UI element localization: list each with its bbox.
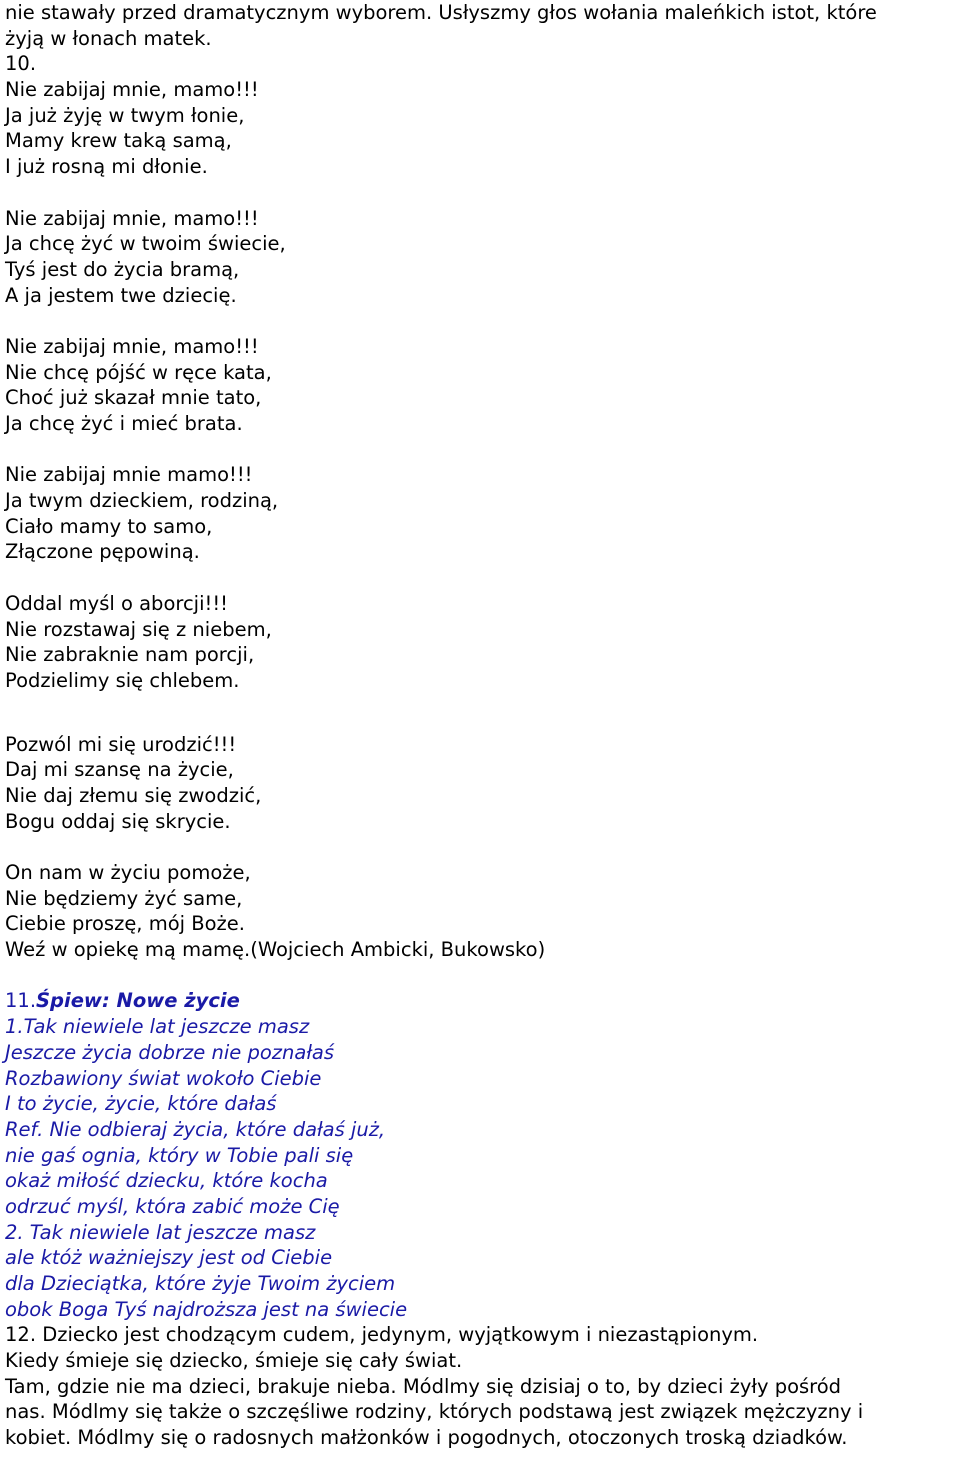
poem-stanza: [5, 334, 955, 437]
poem-line: Ja twym dzieckiem, rodziną,: [5, 489, 279, 513]
poem-line: Choć już skazał mnie tato,: [5, 386, 262, 410]
poem-line: Oddal myśl o aborcji!!!: [5, 591, 228, 615]
poem-line: Daj mi szansę na życie,: [5, 758, 234, 782]
closing-line: kobiet. Módlmy się o radosnych małżonków i pogodnych, otoczonych troską dziadków.: [5, 1426, 848, 1450]
poem-line: Nie daj złemu się zwodzić,: [5, 783, 262, 807]
document-page: [5, 0, 955, 1451]
poem-line: Ja chcę żyć i mieć brata.: [5, 412, 243, 435]
poem-line: Nie zabijaj mnie mamo!!!: [5, 463, 253, 487]
song-line: nie gaś ognia, który w Tobie pali się: [5, 1143, 354, 1167]
song-line: 2. Tak niewiele lat jeszcze masz: [5, 1220, 316, 1244]
song-heading: [5, 988, 955, 1014]
poem-line: Nie zabijaj mnie, mamo!!!: [5, 334, 259, 358]
poem-line: Nie chcę pójść w ręce kata,: [5, 360, 272, 384]
song-line: obok Boga Tyś najdroższa jest na świecie: [5, 1297, 408, 1321]
intro-block: [5, 0, 955, 77]
section-number: 10.: [5, 52, 37, 76]
poem-line: I już rosną mi dłonie.: [5, 155, 208, 179]
poem-line: On nam w życiu pomoże,: [5, 861, 251, 884]
poem-line: Nie zabijaj mnie, mamo!!!: [5, 206, 259, 230]
closing-line: Tam, gdzie nie ma dzieci, brakuje nieba. Módlmy się dzisiaj o to, by dzieci żyły pośród: [5, 1374, 842, 1398]
song-line: ale któż ważniejszy jest od Ciebie: [5, 1246, 333, 1270]
song-line: Jeszcze życia dobrze nie poznałaś: [5, 1040, 335, 1064]
section-number: 11.: [5, 989, 37, 1013]
song-line: 1.Tak niewiele lat jeszcze masz: [5, 1015, 310, 1039]
poem-line: Ciało mamy to samo,: [5, 514, 213, 538]
poem-line: Bogu oddaj się skrycie.: [5, 809, 231, 833]
poem-line: Mamy krew taką samą,: [5, 129, 232, 153]
poem-line: Weź w opiekę mą mamę.(Wojciech Ambicki, Bukowsko): [5, 938, 546, 962]
poem-line: Podzielimy się chlebem.: [5, 668, 240, 692]
poem-stanza: [5, 732, 955, 835]
poem-stanza: [5, 860, 955, 963]
poem-line: Tyś jest do życia bramą,: [5, 257, 240, 281]
poem-line: Nie zabijaj mnie, mamo!!!: [5, 78, 259, 102]
poem-stanza: [5, 77, 955, 180]
song-title: Śpiew: Nowe życie: [36, 989, 240, 1013]
song-line: Ref. Nie odbieraj życia, które dałaś już,: [5, 1117, 386, 1141]
poem-line: A ja jestem twe dziecię.: [5, 283, 237, 307]
song-block: [5, 988, 955, 1322]
song-line: dla Dzieciątka, które żyje Twoim życiem: [5, 1272, 396, 1295]
poem-line: Nie rozstawaj się z niebem,: [5, 617, 272, 641]
poem-line: Pozwól mi się urodzić!!!: [5, 732, 237, 756]
poem: [5, 77, 955, 963]
poem-line: Ja chcę żyć w twoim świecie,: [5, 232, 286, 256]
closing-paragraph: [5, 1322, 955, 1450]
song-line: okaż miłość dziecku, które kocha: [5, 1169, 328, 1193]
poem-line: Nie zabraknie nam porcji,: [5, 643, 255, 667]
closing-line: nas. Módlmy się także o szczęśliwe rodziny, których podstawą jest związek mężczyzny i: [5, 1400, 864, 1424]
intro-text-line: żyją w łonach matek.: [5, 26, 212, 50]
closing-line: 12. Dziecko jest chodzącym cudem, jedynym, wyjątkowym i niezastąpionym.: [5, 1323, 759, 1347]
poem-line: Złączone pępowiną.: [5, 540, 200, 564]
poem-line: Ja już żyję w twym łonie,: [5, 103, 245, 127]
closing-line: Kiedy śmieje się dziecko, śmieje się cały świat.: [5, 1349, 463, 1373]
poem-stanza: [5, 462, 955, 565]
poem-line: Nie będziemy żyć same,: [5, 886, 243, 910]
intro-text-line: nie stawały przed dramatycznym wyborem. Usłyszmy głos wołania maleńkich istot, które: [5, 1, 877, 24]
song-line: I to życie, życie, które dałaś: [5, 1092, 277, 1116]
poem-stanza: [5, 591, 955, 694]
poem-stanza: [5, 206, 955, 309]
song-line: Rozbawiony świat wokoło Ciebie: [5, 1066, 322, 1090]
song-line: odrzuć myśl, która zabić może Cię: [5, 1194, 340, 1218]
poem-line: Ciebie proszę, mój Boże.: [5, 912, 245, 936]
